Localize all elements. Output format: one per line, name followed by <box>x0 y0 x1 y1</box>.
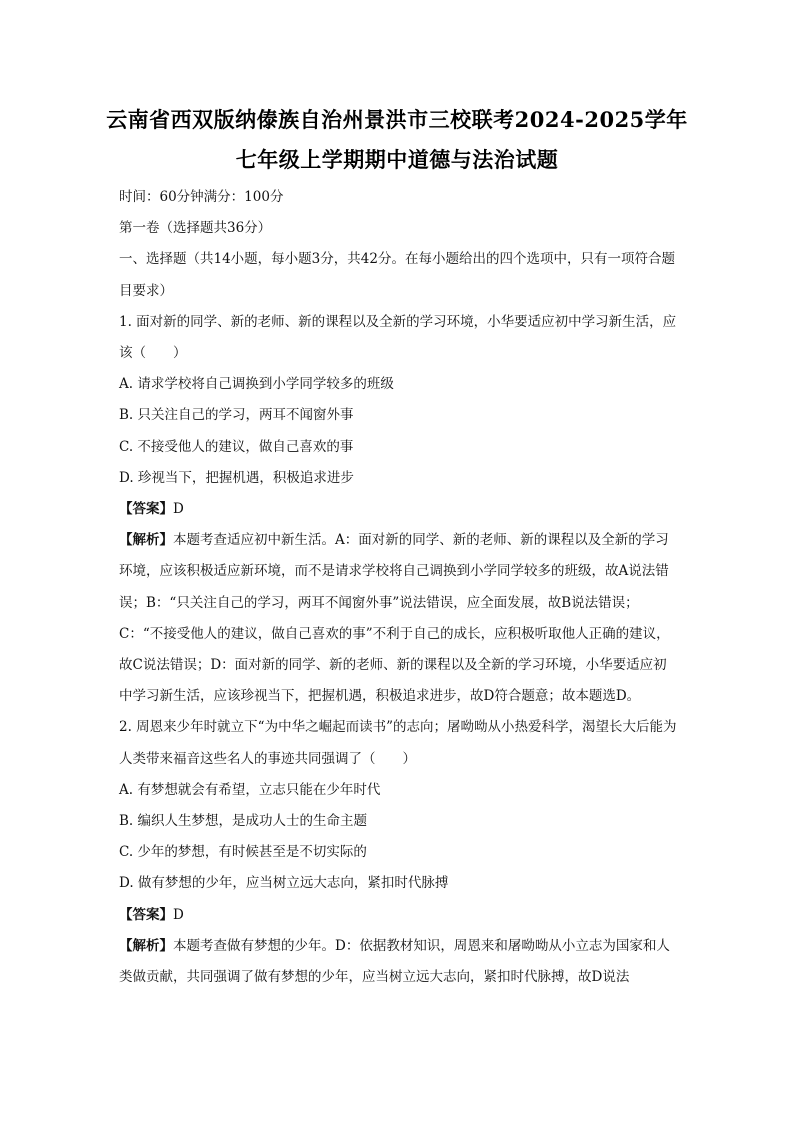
answer-value: D <box>173 501 184 518</box>
analysis-text: 本题考查做有梦想的少年。D：依据教材知识，周恩来和屠呦呦从小立志为国家和人类做贡献，共同强调了做有梦想的少年，应当树立远大志向，紧扣时代脉搏，故D说法 <box>119 937 670 986</box>
question-1-stem: 1. 面对新的同学、新的老师、新的课程以及全新的学习环境，小华要适应初中学习新生活，应该（ ） <box>119 313 677 362</box>
exam-time-info: 时间：60分钟满分：100分 <box>119 189 284 205</box>
question-2-analysis <box>119 931 679 993</box>
analysis-label: 【解析】 <box>119 937 173 954</box>
question-1-option-a: A. 请求学校将自己调换到小学同学较多的班级 <box>119 376 394 393</box>
volume-heading: 第一卷（选择题共36分） <box>119 220 272 237</box>
answer-label: 【答案】 <box>119 906 173 923</box>
question-2-option-d: D. 做有梦想的少年，应当树立远大志向，紧扣时代脉搏 <box>119 875 449 892</box>
document-title-line-2: 七年级上学期期中道德与法治试题 <box>235 147 559 172</box>
question-1-answer <box>119 494 679 525</box>
document-title-line-1: 云南省西双版纳傣族自治州景洪市三校联考2024-2025学年 <box>106 107 688 132</box>
analysis-text: 本题考查适应初中新生活。A：面对新的同学、新的老师、新的课程以及全新的学习环境，应该积极适应新环境，而不是请求学校将自己调换到小学同学较多的班级，故A说法错误；B：“只关注自己的学习，两耳不闻窗外事”说法错误，应全面发展，故B说法错误；C：“不接受他人的建议，做自己喜欢的事”不利于自己的成长，应积极听取他人正确的建议，故C说法错误；D：面对新的同学、新的老师、新的课程以及全新的学习环境，小华要适应初中学习新生活，应该珍视当下，把握机遇，积极追求进步，故D符合题意；故本题选D。 <box>119 532 670 705</box>
question-2-answer <box>119 900 679 931</box>
question-2-stem: 2. 周恩来少年时就立下“为中华之崛起而读书”的志向；屠呦呦从小热爱科学，渴望长大后能为人类带来福音这些名人的事迹共同强调了（ ） <box>119 719 677 767</box>
document-body <box>119 182 679 993</box>
question-1-analysis <box>119 525 679 712</box>
question-2-option-b: B. 编织人生梦想，是成功人士的生命主题 <box>119 813 368 830</box>
answer-value: D <box>173 906 184 923</box>
section-instructions: 一、选择题（共14小题，每小题3分，共42分。在每小题给出的四个选项中，只有一项符合题目要求） <box>119 251 675 299</box>
question-1-option-c: C. 不接受他人的建议，做自己喜欢的事 <box>119 438 354 455</box>
answer-label: 【答案】 <box>119 501 173 518</box>
question-1-option-d: D. 珍视当下，把握机遇，积极追求进步 <box>119 469 354 486</box>
analysis-label: 【解析】 <box>119 532 173 549</box>
question-2-option-c: C. 少年的梦想，有时候甚至是不切实际的 <box>119 844 367 861</box>
question-2-option-a: A. 有梦想就会有希望，立志只能在少年时代 <box>119 781 381 798</box>
question-1-option-b: B. 只关注自己的学习，两耳不闻窗外事 <box>119 407 354 424</box>
